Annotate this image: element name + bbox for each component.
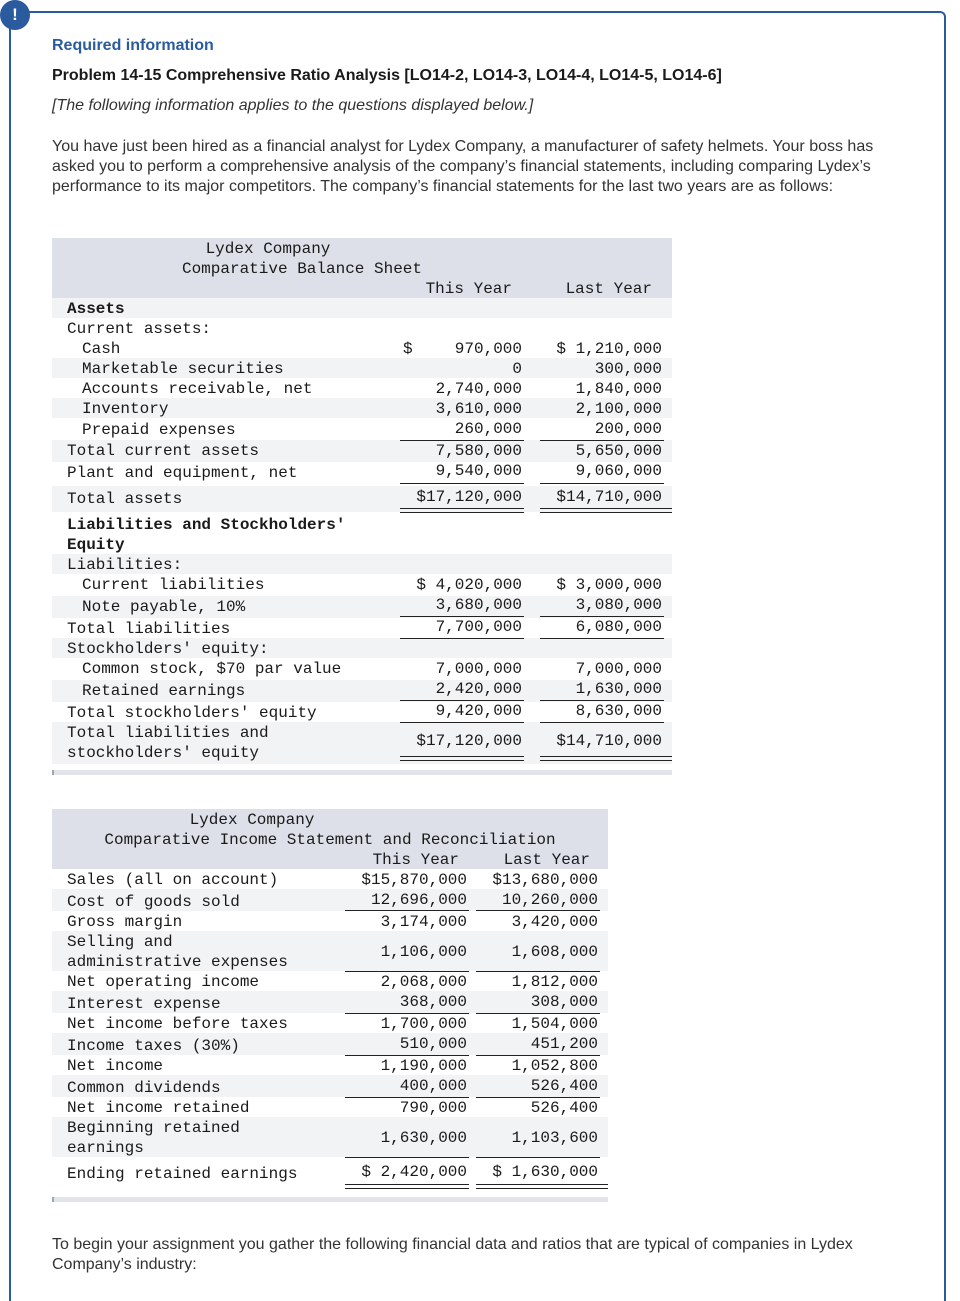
rule: [400, 638, 524, 639]
current-liab-last: $ 3,000,000: [556, 576, 662, 594]
taxes-last: 451,200: [530, 1035, 598, 1053]
beginning-re-this: 1,630,000: [380, 1129, 467, 1147]
total-se-this: 9,420,000: [435, 702, 522, 720]
alert-icon: !: [0, 0, 30, 30]
cash-label: Cash: [82, 340, 121, 358]
current-assets-heading: Current assets:: [67, 320, 212, 338]
sga-label: Selling and: [67, 933, 173, 951]
current-liab-this: $ 4,020,000: [416, 576, 522, 594]
cogs-last: 10,260,000: [501, 891, 598, 909]
dividends-last: 526,400: [530, 1077, 598, 1095]
intro-paragraph: You have just been hired as a financial analyst for Lydex Company, a manufacturer of safety helmets. Your boss has asked you to perform a comprehensive analysis of the company’s financial statements, including comparing Lydex’s performance to its major competitors. The company’s financial statements for the last two years are as follows:: [52, 138, 874, 195]
beginning-re-label-cont: earnings: [67, 1139, 144, 1157]
net-income-last: 1,052,800: [511, 1057, 598, 1075]
securities-label: Marketable securities: [82, 360, 284, 378]
retained-last: 1,630,000: [575, 680, 662, 698]
total-le-this: $17,120,000: [416, 732, 522, 750]
se-heading: Stockholders' equity:: [67, 640, 269, 658]
net-income-this: 1,190,000: [380, 1057, 467, 1075]
note-payable-this: 3,680,000: [435, 596, 522, 614]
common-last: 7,000,000: [575, 660, 662, 678]
cogs-label: Cost of goods sold: [67, 893, 240, 911]
table-bottom-bar: [52, 1197, 608, 1202]
securities-this: 0: [512, 360, 522, 378]
taxes-label: Income taxes (30%): [67, 1037, 240, 1055]
sga-label-cont: administrative expenses: [67, 953, 288, 971]
rule: [476, 1157, 600, 1158]
inventory-label: Inventory: [82, 400, 169, 418]
cash-dollar: $: [403, 340, 413, 358]
securities-last: 300,000: [594, 360, 662, 378]
ending-re-this: $ 2,420,000: [361, 1163, 467, 1181]
common-this: 7,000,000: [435, 660, 522, 678]
retained-label: Retained earnings: [82, 682, 246, 700]
total-current-last: 5,650,000: [575, 442, 662, 460]
rule: [400, 722, 524, 723]
cash-last: $ 1,210,000: [556, 340, 662, 358]
ending-re-label: Ending retained earnings: [67, 1165, 298, 1183]
ending-re-last: $ 1,630,000: [492, 1163, 598, 1181]
double-rule: [540, 508, 672, 513]
noi-label: Net operating income: [67, 973, 260, 991]
receivable-last: 1,840,000: [575, 380, 662, 398]
rule: [540, 483, 664, 484]
total-current-this: 7,580,000: [435, 442, 522, 460]
gross-last: 3,420,000: [511, 913, 598, 931]
receivable-label: Accounts receivable, net: [82, 380, 313, 398]
total-se-last: 8,630,000: [575, 702, 662, 720]
nibt-last: 1,504,000: [511, 1015, 598, 1033]
double-rule: [345, 1184, 469, 1189]
prepaid-this: 260,000: [454, 420, 522, 438]
nibt-this: 1,700,000: [380, 1015, 467, 1033]
prepaid-last: 200,000: [594, 420, 662, 438]
interest-label: Interest expense: [67, 995, 221, 1013]
common-label: Common stock, $70 par value: [82, 660, 342, 678]
current-liab-label: Current liabilities: [82, 576, 265, 594]
liab-heading-cont: Equity: [67, 536, 125, 554]
is-col-last: Last Year: [503, 851, 590, 869]
liab-heading: Liabilities and Stockholders': [67, 516, 346, 534]
interest-last: 308,000: [530, 993, 598, 1011]
retained-ni-label: Net income retained: [67, 1099, 250, 1117]
total-assets-this: $17,120,000: [416, 488, 522, 506]
sales-last: $13,680,000: [492, 871, 598, 889]
double-rule: [400, 756, 524, 761]
required-info-heading: Required information: [52, 37, 214, 54]
total-assets-last: $14,710,000: [556, 488, 662, 506]
plant-label: Plant and equipment, net: [67, 464, 298, 482]
nibt-label: Net income before taxes: [67, 1015, 288, 1033]
rule: [476, 910, 600, 911]
double-rule: [400, 508, 524, 513]
problem-title: Problem 14-15 Comprehensive Ratio Analysis [LO14-2, LO14-3, LO14-4, LO14-5, LO14-6]: [52, 67, 722, 84]
bs-col-last: Last Year: [565, 280, 652, 298]
cash-this: 970,000: [454, 340, 522, 358]
interest-this: 368,000: [399, 993, 467, 1011]
bs-title: Comparative Balance Sheet: [181, 260, 423, 278]
rule: [345, 910, 469, 911]
total-le-label: Total liabilities and: [67, 724, 269, 742]
plant-this: 9,540,000: [435, 462, 522, 480]
rule: [345, 1157, 469, 1158]
noi-this: 2,068,000: [380, 973, 467, 991]
retained-this: 2,420,000: [435, 680, 522, 698]
sales-label: Sales (all on account): [67, 871, 279, 889]
cogs-this: 12,696,000: [370, 891, 467, 909]
rule: [400, 483, 524, 484]
bs-col-this: This Year: [425, 280, 512, 298]
retained-ni-last: 526,400: [530, 1099, 598, 1117]
gross-this: 3,174,000: [380, 913, 467, 931]
receivable-this: 2,740,000: [435, 380, 522, 398]
retained-ni-this: 790,000: [399, 1099, 467, 1117]
dividends-this: 400,000: [399, 1077, 467, 1095]
bs-company: Lydex Company: [205, 240, 331, 258]
total-le-last: $14,710,000: [556, 732, 662, 750]
table-bottom-bar: [52, 770, 672, 775]
is-company: Lydex Company: [189, 811, 315, 829]
total-current-label: Total current assets: [67, 442, 260, 460]
total-le-label-cont: stockholders' equity: [67, 744, 260, 762]
plant-last: 9,060,000: [575, 462, 662, 480]
total-assets-label: Total assets: [67, 490, 183, 508]
double-rule: [540, 756, 672, 761]
total-liab-this: 7,700,000: [435, 618, 522, 636]
taxes-this: 510,000: [399, 1035, 467, 1053]
note-payable-last: 3,080,000: [575, 596, 662, 614]
rule: [540, 722, 664, 723]
sga-this: 1,106,000: [380, 943, 467, 961]
gross-label: Gross margin: [67, 913, 183, 931]
note-payable-label: Note payable, 10%: [82, 598, 246, 616]
total-liab-label: Total liabilities: [67, 620, 231, 638]
net-income-label: Net income: [67, 1057, 164, 1075]
beginning-re-label: Beginning retained: [67, 1119, 240, 1137]
sales-this: $15,870,000: [361, 871, 467, 889]
total-liab-last: 6,080,000: [575, 618, 662, 636]
is-title: Comparative Income Statement and Reconciliation: [104, 831, 556, 849]
inventory-this: 3,610,000: [435, 400, 522, 418]
prepaid-label: Prepaid expenses: [82, 421, 236, 439]
outro-paragraph: To begin your assignment you gather the following financial data and ratios that are typical of companies in Lydex Company’s industry:: [52, 1236, 853, 1273]
rule: [540, 638, 664, 639]
dividends-label: Common dividends: [67, 1079, 221, 1097]
sga-last: 1,608,000: [511, 943, 598, 961]
total-se-label: Total stockholders' equity: [67, 704, 317, 722]
is-col-this: This Year: [372, 851, 459, 869]
assets-heading: Assets: [67, 300, 125, 318]
beginning-re-last: 1,103,600: [511, 1129, 598, 1147]
double-rule: [476, 1184, 608, 1189]
noi-last: 1,812,000: [511, 973, 598, 991]
liabilities-heading: Liabilities:: [67, 556, 183, 574]
applies-note: [The following information applies to the questions displayed below.]: [52, 97, 534, 114]
inventory-last: 2,100,000: [575, 400, 662, 418]
